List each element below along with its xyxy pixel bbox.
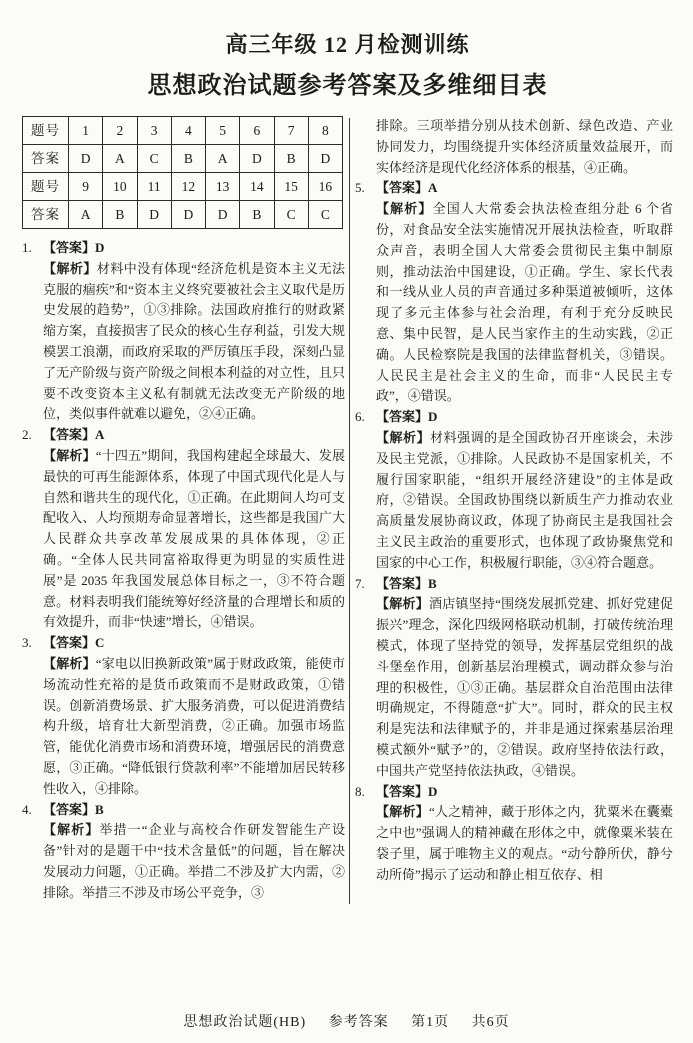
column-divider bbox=[349, 118, 350, 904]
answer-table-cell: 11 bbox=[137, 173, 171, 201]
qa-item-2 bbox=[22, 425, 345, 633]
answer-label: 【答案】 bbox=[43, 427, 96, 443]
answer-table-cell: C bbox=[308, 201, 342, 229]
answer-value: C bbox=[95, 635, 105, 651]
answer-line bbox=[43, 238, 345, 259]
item-number: 8. bbox=[355, 783, 365, 799]
answer-table-cell: B bbox=[171, 145, 205, 173]
item-4-continuation-text: 排除。三项举措分别从技术创新、绿色改造、产业协同发力，均围绕提升实体经济质量效益展开，而实体经济是现代化经济体系的根基，④正确。 bbox=[376, 118, 673, 175]
answer-table-cell: 15 bbox=[274, 173, 308, 201]
item-body bbox=[376, 782, 673, 886]
answer-table-row-header: 题号 bbox=[23, 117, 69, 145]
answer-value: A bbox=[428, 180, 438, 196]
answer-line bbox=[376, 178, 673, 199]
answer-line bbox=[43, 800, 345, 821]
answer-value: A bbox=[95, 427, 105, 443]
answer-table-cell: 8 bbox=[308, 117, 342, 145]
answer-table-row bbox=[23, 173, 343, 201]
right-items bbox=[355, 178, 673, 885]
analysis-paragraph bbox=[376, 199, 673, 407]
page-title: 高三年级 12 月检测训练 bbox=[225, 32, 470, 57]
analysis-text: “人之精神，藏于形体之内，犹粟米在囊橐之中也”强调人的精神藏在形体之中，就像粟米装在袋子里，属于唯物主义的观点。“动兮静所伏，静兮动所倚”揭示了运动和静止相互依存、相 bbox=[376, 804, 673, 882]
footer-page-number: 第1页 bbox=[411, 1015, 450, 1030]
analysis-text: 材料中没有体现“经济危机是资本主义无法克服的痼疾”和“资本主义终究要被社会主义取代是历史发展的趋势”，①③排除。法国政府推行的财政紧缩方案，直接损害了民众的核心生存利益，引发大规模罢工浪潮，而政府采取的严厉镇压手段，深刻凸显了无产阶级与资产阶级之间根本利益的对立性，且只要不改变资本主义私有制就无法改变无产阶级的地位，类似事件就难以避免，②④正确。 bbox=[43, 260, 345, 422]
analysis-text: 举措一“企业与高校合作研发智能生产设备”针对的是题干中“技术含量低”的问题，旨在解决发展动力问题，①正确。举措二不涉及扩大内需，②排除。举措三不涉及市场公平竞争，③ bbox=[43, 822, 345, 900]
answer-table-cell: A bbox=[103, 145, 137, 173]
qa-item-3 bbox=[22, 633, 345, 799]
item-number: 7. bbox=[355, 575, 365, 591]
answer-label: 【答案】 bbox=[43, 635, 96, 651]
analysis-text: 材料强调的是全国政协召开座谈会，未涉及民主党派，①排除。人民政协不是国家机关，不履行国家职能，“组织开展经济建设”的主体是政府，②错误。全国政协围绕以新质生产力推动农业高质量发展协商议政，体现了协商民主是我国社会主义民主政治的重要形式，也体现了政协聚焦党和国家的中心工作，积极履行职能，③④符合题意。 bbox=[376, 429, 673, 570]
answer-table-cell: 16 bbox=[308, 173, 342, 201]
answer-table-cell: D bbox=[308, 145, 342, 173]
item-body bbox=[376, 407, 673, 573]
item-body bbox=[43, 238, 345, 425]
answer-table-row-header: 题号 bbox=[23, 173, 69, 201]
answer-table bbox=[22, 116, 343, 229]
item-body bbox=[43, 425, 345, 633]
answer-line bbox=[43, 633, 345, 654]
answer-value: D bbox=[428, 409, 438, 425]
answer-table-cell: 9 bbox=[69, 173, 103, 201]
answer-table-cell: 6 bbox=[240, 117, 274, 145]
analysis-label: 【解析】 bbox=[376, 201, 433, 217]
item-number: 6. bbox=[355, 409, 365, 425]
analysis-paragraph bbox=[43, 259, 345, 425]
answer-table-row-header: 答案 bbox=[23, 145, 69, 173]
answer-table-cell: 7 bbox=[274, 117, 308, 145]
analysis-label: 【解析】 bbox=[43, 655, 96, 671]
item-body bbox=[43, 633, 345, 799]
analysis-text: 酒店镇坚持“围绕发展抓党建、抓好党建促振兴”理念，深化四级网格联动机制，打破传统治理模式，体现了坚持党的领导，发挥基层党组织的战斗堡垒作用，创新基层治理模式，调动群众参与治理的积极性，①③正确。基层群众自治范围由法律明确规定，不得随意“扩大”。同时，群众的民主权利是宪法和法律赋予的，并非是通过探索基层治理模式额外“赋予”的，②错误。政府坚持依法行政，中国共产党坚持依法执政，④错误。 bbox=[376, 596, 673, 778]
answer-label: 【答案】 bbox=[43, 240, 96, 255]
answer-table-cell: D bbox=[69, 145, 103, 173]
analysis-text: “十四五”期间，我国构建起全球最大、发展最快的可再生能源体系，体现了中国式现代化是人与自然和谐共生的现代化，①正确。在此期间人均可支配收入、人均预期寿命显著增长，这些都是我国广大人民群众共享改革发展成果的具体体现，②正确。“全体人民共同富裕取得更为明显的实质性进展”是 2035 年我国发展总体目标之一，③不符合题意。材料表明我们能统筹好经济量的合理增长和质的有效提升，而非“快速”增长，④错误。 bbox=[43, 447, 345, 630]
answer-table-cell: A bbox=[69, 201, 103, 229]
answer-table-cell: 13 bbox=[206, 173, 240, 201]
answer-table-row bbox=[23, 201, 343, 229]
analysis-label: 【解析】 bbox=[43, 447, 96, 463]
item-body bbox=[376, 178, 673, 407]
analysis-label: 【解析】 bbox=[43, 822, 100, 838]
page-header bbox=[22, 28, 673, 100]
answer-table-cell: D bbox=[171, 201, 205, 229]
answer-table-cell: D bbox=[240, 145, 274, 173]
left-items bbox=[22, 238, 345, 904]
answer-label: 【答案】 bbox=[376, 783, 429, 799]
item-number: 3. bbox=[22, 635, 32, 651]
answer-table-cell: C bbox=[137, 145, 171, 173]
answer-label: 【答案】 bbox=[376, 409, 429, 425]
qa-item-7 bbox=[355, 574, 673, 782]
answer-table-cell: D bbox=[137, 201, 171, 229]
analysis-paragraph bbox=[43, 654, 345, 800]
answer-table-cell: 4 bbox=[171, 117, 205, 145]
answer-line bbox=[43, 425, 345, 446]
answer-table-cell: 2 bbox=[103, 117, 137, 145]
answer-table-cell: 10 bbox=[103, 173, 137, 201]
answer-value: B bbox=[428, 575, 437, 591]
answer-label: 【答案】 bbox=[43, 801, 96, 817]
answer-table-cell: 12 bbox=[171, 173, 205, 201]
answer-value: D bbox=[428, 783, 438, 799]
item-body bbox=[376, 574, 673, 782]
left-column bbox=[22, 116, 345, 904]
right-column bbox=[355, 116, 673, 904]
answer-table-cell: 14 bbox=[240, 173, 274, 201]
footer-doc-title: 思想政治试题(HB) bbox=[183, 1015, 307, 1030]
item-number: 2. bbox=[22, 427, 32, 443]
analysis-label: 【解析】 bbox=[43, 260, 97, 276]
answer-table-cell: D bbox=[206, 201, 240, 229]
analysis-paragraph bbox=[376, 428, 673, 574]
qa-item-1 bbox=[22, 238, 345, 425]
answer-table-cell: 3 bbox=[137, 117, 171, 145]
footer-page-total: 共6页 bbox=[471, 1015, 510, 1030]
answer-line bbox=[376, 407, 673, 428]
answer-label: 【答案】 bbox=[376, 180, 429, 196]
answer-label: 【答案】 bbox=[376, 575, 429, 591]
answer-table-row bbox=[23, 145, 343, 173]
qa-item-5 bbox=[355, 178, 673, 407]
analysis-text: 全国人大常委会执法检查组分赴 6 个省份，对食品安全法实施情况开展执法检查，听取群众声音，表明全国人大常委会贯彻民主集中制原则，推动法治中国建设，①正确。学生、家长代表和一线从业人员的声音通过多种渠道被倾听，这体现了多元主体参与社会治理，有利于充分反映民意、集中民智，是人民当家作主的生动实践，②正确。人民检察院是我国的法律监督机关，③错误。人民民主是社会主义的生命，而非“人民民主专政”，④错误。 bbox=[376, 201, 673, 404]
footer-section: 参考答案 bbox=[328, 1015, 389, 1030]
qa-item-8 bbox=[355, 782, 673, 886]
answer-table-cell: B bbox=[103, 201, 137, 229]
answer-table-cell: 5 bbox=[206, 117, 240, 145]
answer-value: B bbox=[95, 801, 104, 817]
analysis-label: 【解析】 bbox=[376, 596, 429, 612]
answer-table-row bbox=[23, 117, 343, 145]
answer-table-row-header: 答案 bbox=[23, 201, 69, 229]
qa-item-4 bbox=[22, 800, 345, 904]
answer-table-cell: A bbox=[206, 145, 240, 173]
analysis-text: “家电以旧换新政策”属于财政政策，能使市场流动性充裕的是货币政策而不是财政政策，①错误。创新消费场景、扩大服务消费，可以促进消费结构升级，培育壮大新型消费，②正确。加强市场监管，能优化消费市场和消费环境，增强居民的消费意愿，③正确。“降低银行贷款利率”不能增加居民转移性收入，④排除。 bbox=[43, 655, 345, 796]
item-body bbox=[43, 800, 345, 904]
item-number: 5. bbox=[355, 180, 365, 196]
qa-item-6 bbox=[355, 407, 673, 573]
answer-table-cell: 1 bbox=[69, 117, 103, 145]
analysis-paragraph bbox=[376, 594, 673, 781]
page-subtitle: 思想政治试题参考答案及多维细目表 bbox=[147, 73, 548, 99]
analysis-paragraph bbox=[376, 802, 673, 885]
analysis-paragraph bbox=[43, 446, 345, 633]
answer-value: D bbox=[95, 240, 105, 255]
two-column-layout bbox=[22, 116, 673, 904]
analysis-label: 【解析】 bbox=[376, 804, 429, 820]
answer-line bbox=[376, 782, 673, 803]
answer-table-cell: B bbox=[240, 201, 274, 229]
answer-line bbox=[376, 574, 673, 595]
answer-table-cell: B bbox=[274, 145, 308, 173]
item-number: 1. bbox=[22, 240, 32, 255]
analysis-label: 【解析】 bbox=[376, 429, 431, 445]
item-number: 4. bbox=[22, 801, 32, 817]
analysis-paragraph bbox=[43, 820, 345, 903]
page-footer bbox=[0, 1011, 693, 1031]
answer-table-cell: C bbox=[274, 201, 308, 229]
